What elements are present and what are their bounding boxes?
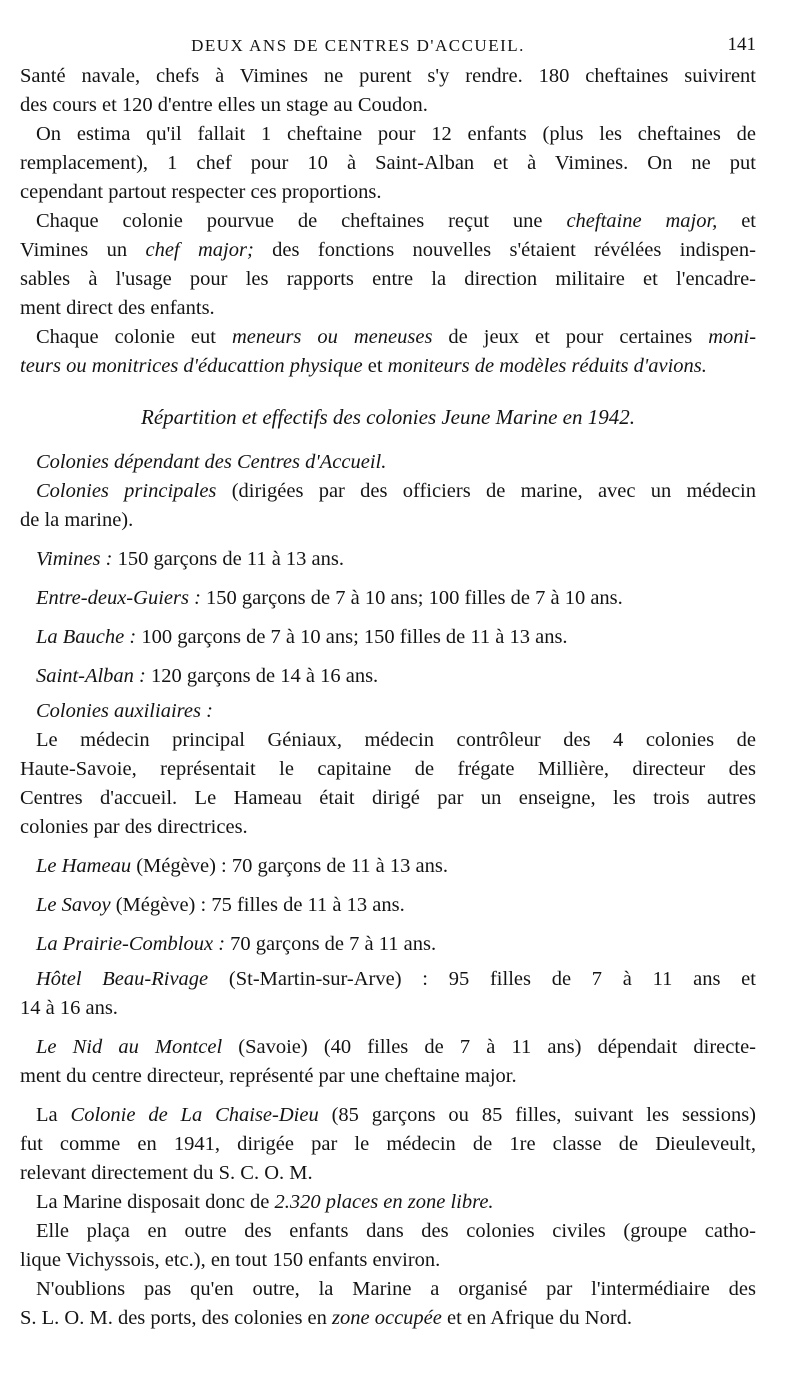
colony-name: Vimines : [36,548,113,570]
text-line: fut comme en 1941, dirigée par le médecin de 1re classe de Dieuleveult, [20,1133,756,1155]
text-line [20,238,756,263]
colony-details: (St-Martin-sur-Arve) : 95 filles de 7 à 11 ans et [208,968,756,990]
colony-name: Colonie de La Chaise-Dieu [70,1104,319,1126]
italic-term: chef major; [145,239,254,261]
colony-name: Le Savoy [36,894,111,916]
italic-term: teurs ou monitrices d'éducattion physique [20,355,363,377]
text-span: Chaque colonie pourvue de cheftaines reçut une [36,210,567,232]
text-line [20,1190,756,1215]
text-span: La Marine disposait donc de [36,1191,275,1213]
text-span: S. L. O. M. des ports, des colonies en [20,1307,333,1329]
colony-name: Hôtel Beau-Rivage [36,968,209,990]
text-line: On estima qu'il fallait 1 cheftaine pour 12 enfants (plus les cheftaines de [36,123,756,145]
italic-term: zone occupée [332,1307,442,1329]
italic-term: moni- [708,326,756,348]
text-span: de jeux et pour certaines [432,326,709,348]
colony-details: (85 garçons ou 85 filles, suivant les sessions) [318,1104,756,1126]
subheading-colonies-auxiliaires: Colonies auxiliaires : [36,700,213,722]
principal-colonies-list [20,547,756,689]
colony-entry [36,586,756,611]
paragraph-sante-navale [20,64,756,118]
text-line: Elle plaça en outre des enfants dans des colonies civiles (groupe catho- [36,1220,756,1242]
text-line: lique Vichyssois, etc.), en tout 150 enfants environ. [20,1249,441,1271]
colony-name: La Prairie-Combloux : [36,933,226,955]
text-line: Le médecin principal Géniaux, médecin contrôleur des 4 colonies de [36,729,756,751]
paragraph-colonies-civiles [20,1219,756,1273]
text-span: et [717,210,756,232]
text-line: 14 à 16 ans. [20,997,118,1019]
page-number: 141 [727,34,756,55]
colony-name: Le Hameau [36,855,132,877]
text-line [20,354,756,379]
text-line: N'oublions pas qu'en outre, la Marine a organisé par l'intermédiaire des [36,1278,756,1300]
italic-term: Colonies principales [36,480,217,502]
auxiliary-colonies-list [20,854,756,957]
text-line: colonies par des directrices. [20,816,248,838]
text-line [20,479,756,504]
paragraph-cheftaine-major [20,209,756,321]
subheading-colonies-dependant [20,450,756,475]
colony-name: Entre-deux-Guiers : [36,587,201,609]
italic-term: meneurs ou meneuses [231,326,433,348]
paragraph-hotel-beau-rivage [20,967,756,1021]
text-line: relevant directement du S. C. O. M. [20,1162,313,1184]
colony-details: 120 garçons de 14 à 16 ans. [145,665,379,687]
text-line [20,1103,756,1128]
colony-details: 150 garçons de 7 à 10 ans; 100 filles de 7 à 10 ans. [200,587,623,609]
colony-details: (Savoie) (40 filles de 7 à 11 ans) dépendait directe- [222,1036,756,1058]
text-line: remplacement), 1 chef pour 10 à Saint-Alban et à Vimines. On ne put [20,152,756,174]
colony-entry [36,932,756,957]
text-span: (dirigées par des officiers de marine, avec un médecin [216,480,756,502]
italic-term: moniteurs de modèles réduits d'avions. [387,355,707,377]
text-line: cependant partout respecter ces proportions. [20,181,382,203]
colony-details: (Mégève) : 75 filles de 11 à 13 ans. [110,894,405,916]
text-line: Santé navale, chefs à Vimines ne purent s'y rendre. 180 cheftaines suivirent [20,65,756,87]
colony-name: Saint-Alban : [36,665,146,687]
text-line: Haute-Savoie, représentait le capitaine de frégate Millière, directeur des [20,758,756,780]
text-line: ment direct des enfants. [20,297,215,319]
text-line: Centres d'accueil. Le Hameau était dirigé par un enseigne, les trois autres [20,787,756,809]
colony-name: Le Nid au Montcel [36,1036,223,1058]
section-title: Répartition et effectifs des colonies Jeune Marine en 1942. [141,405,635,429]
paragraph-nid-au-montcel [20,1035,756,1089]
italic-term: Colonies dépendant des Centres d'Accueil. [36,451,387,473]
colony-details: 150 garçons de 11 à 13 ans. [112,548,345,570]
text-line: des cours et 120 d'entre elles un stage au Coudon. [20,94,428,116]
colony-details: (Mégève) : 70 garçons de 11 à 13 ans. [131,855,448,877]
text-line [20,967,756,992]
colony-entry [36,854,756,879]
running-head: DEUX ANS DE CENTRES D'ACCUEIL. [191,36,525,55]
colony-entry [36,664,756,689]
text-line: ment du centre directeur, représenté par une cheftaine major. [20,1065,517,1087]
text-line [20,325,756,350]
text-line [20,1306,756,1331]
colony-name: La Bauche : [36,626,137,648]
text-span: La [36,1104,71,1126]
italic-term: cheftaine major, [566,210,718,232]
colony-entry [36,893,756,918]
text-line: sables à l'usage pour les rapports entre la direction militaire et l'encadre- [20,268,756,290]
page-header [20,28,756,64]
text-line [20,209,756,234]
text-span: et [362,355,388,377]
text-line [20,1035,756,1060]
text-line: de la marine). [20,509,134,531]
colony-details: 100 garçons de 7 à 10 ans; 150 filles de 11 à 13 ans. [136,626,568,648]
text-span: et en Afrique du Nord. [441,1307,633,1329]
colony-entry [36,547,756,572]
paragraph-noublions [20,1277,756,1331]
text-span: Chaque colonie eut [36,326,232,348]
paragraph-chaise-dieu [20,1103,756,1186]
text-span: Vimines un [20,239,146,261]
italic-term: 2.320 places en zone libre. [274,1191,494,1213]
colony-entry [36,625,756,650]
paragraph-auxiliaires [20,728,756,840]
paragraph-meneurs [20,325,756,379]
colony-details: 70 garçons de 7 à 11 ans. [225,933,437,955]
paragraph-proportions [20,122,756,205]
text-span: des fonctions nouvelles s'étaient révélées indispen- [253,239,756,261]
